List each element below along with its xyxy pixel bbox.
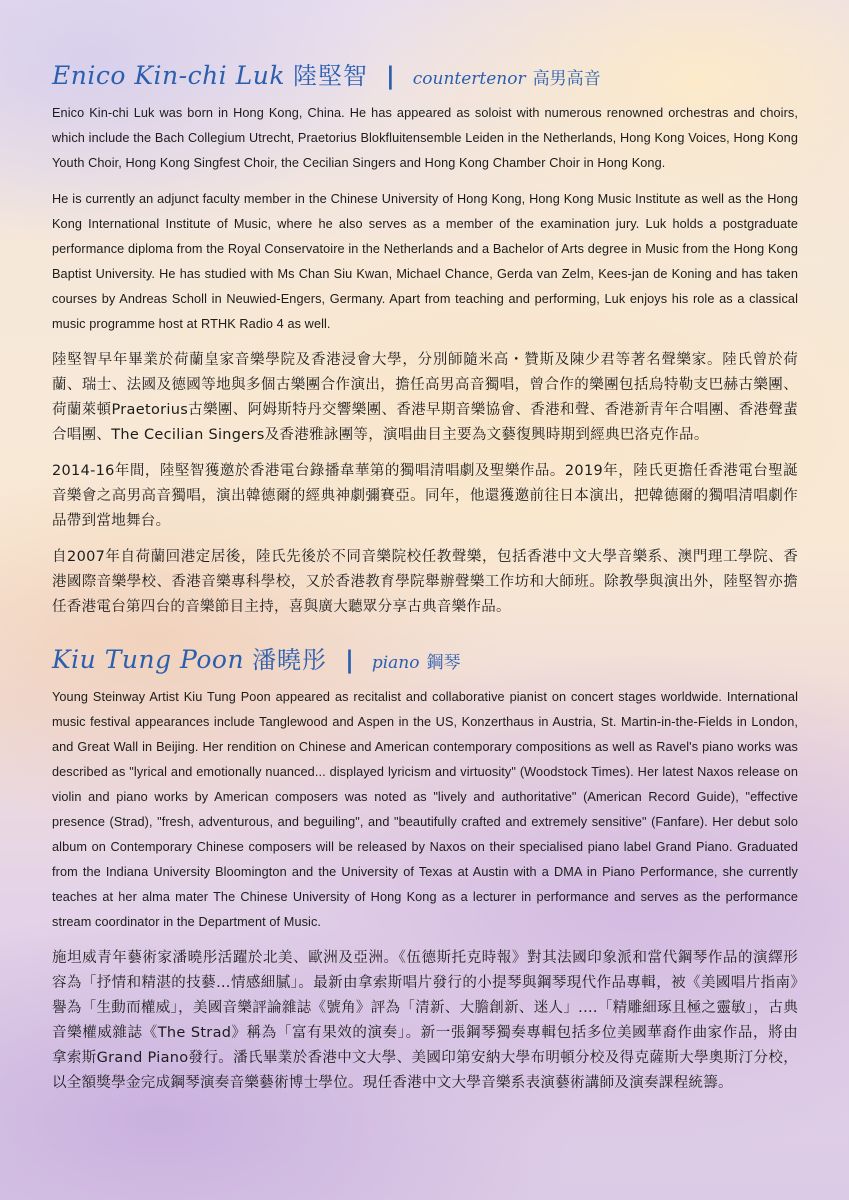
bio-paragraph-zh: 自2007年自荷蘭回港定居後，陸氏先後於不同音樂院校任教聲樂，包括香港中文大學音樂系、澳門理工學院、香港國際音樂學校、香港音樂專科學校，又於香港教育學院舉辦聲樂工作坊和大師班。除教學與演出外，陸堅智亦擔任香港電台第四台的音樂節目主持，喜與廣大聽眾分享古典音樂作品。 — [52, 549, 798, 615]
heading-separator: | — [385, 62, 395, 90]
bio-paragraph-zh: 施坦威青年藝術家潘曉彤活躍於北美、歐洲及亞洲。《伍德斯托克時報》對其法國印象派和當代鋼琴作品的演繹形容為「抒情和精湛的技藝…情感細膩」。最新由拿索斯唱片發行的小提琴與鋼琴現代作品專輯，被《美國唱片指南》譽為「生動而權威」，美國音樂評論雜誌《號角》評為「清新、大膽創新、迷人」....「精雕細琢且極之靈敏」，古典音樂權威雜誌《The Strad》稱為「富有果效的演奏」。新一張鋼琴獨奏專輯包括多位美國華裔作曲家作品，將由拿索斯Grand Piano發行。潘氏畢業於香港中文大學、美國印第安納大學布明頓分校及得克薩斯大學奧斯汀分校，以全額獎學金完成鋼琴演奏音樂藝術博士學位。現任香港中文大學音樂系表演藝術講師及演奏課程統籌。 — [52, 950, 798, 1091]
artist-name-en: Kiu Tung Poon — [52, 645, 245, 674]
heading-separator: | — [345, 646, 354, 674]
artist-role-en: piano — [371, 653, 420, 673]
artist-role-zh: 鋼琴 — [426, 653, 461, 673]
section-heading — [52, 56, 798, 91]
artist-role-zh: 高男高音 — [532, 69, 601, 89]
bio-paragraph-en: Young Steinway Artist Kiu Tung Poon appeared as recitalist and collaborative pianist on concert stages worldwide. International music festival appearances include Tanglewood and Aspen in the US, Konzerthaus in Austria, St. Martin-in-the-Fields in London, and Great Wall in Beijing. Her rendition on Chinese and American contemporary compositions as well as Ravel's piano works was described as "lyrical and emotionally nuanced... displayed lyricism and virtuosity" (Woodstock Times). Her latest Naxos release on violin and piano works by American composers was noted as "lively and authoritative" (American Record Guide), "effective presence (Strad), "fresh, adventurous, and beguiling", and "beautifully crafted and extremely sensitive" (Fanfare). Her debut solo album on Contemporary Chinese composers will be released by Naxos on their specialised piano label Grand Piano. Graduated from the Indiana University Bloomington and the University of Texas at Austin with a DMA in Piano Performance, she currently teaches at her alma mater The Chinese University of Hong Kong as a lecturer in performance and serves as the performance stream coordinator in the Department of Music. — [52, 690, 798, 929]
bio-paragraph-en: Enico Kin-chi Luk was born in Hong Kong, China. He has appeared as soloist with numerous renowned orchestras and choirs, which include the Bach Collegium Utrecht, Praetorius Blokfluitensemble Leiden in the Netherlands, Hong Kong Voices, Hong Kong Youth Choir, Hong Kong Singfest Choir, the Cecilian Singers and Hong Kong Chamber Choir in Hong Kong. — [52, 106, 798, 170]
bio-paragraph-zh: 2014-16年間，陸堅智獲邀於香港電台錄播韋華第的獨唱清唱劇及聖樂作品。2019年，陸氏更擔任香港電台聖誕音樂會之高男高音獨唱，演出韓德爾的經典神劇彌賽亞。同年，他還獲邀前往日本演出，把韓德爾的獨唱清唱劇作品帶到當地舞台。 — [52, 463, 798, 529]
artist-name-zh: 陸堅智 — [292, 62, 368, 90]
bio-paragraph-en: He is currently an adjunct faculty member in the Chinese University of Hong Kong, Hong Kong Music Institute as well as the Hong Kong International Institute of Music, where he also serves as a member of the examination jury. Luk holds a postgraduate performance diploma from the Royal Conservatoire in the Netherlands and a Bachelor of Arts degree in Music from the Hong Kong Baptist University. He has studied with Ms Chan Siu Kwan, Michael Chance, Gerda van Zelm, Kees-jan de Koning and has taken courses by Andreas Scholl in Neuwied-Engers, Germany. Apart from teaching and performing, Luk enjoys his role as a classical music programme host at RTHK Radio 4 as well. — [52, 192, 798, 331]
artist-name-zh: 潘曉彤 — [252, 646, 328, 674]
artist-name-en: Enico Kin-chi Luk — [52, 61, 285, 90]
bio-paragraph-zh: 陸堅智早年畢業於荷蘭皇家音樂學院及香港浸會大學，分別師隨米高・贊斯及陳少君等著名聲樂家。陸氏曾於荷蘭、瑞士、法國及德國等地與多個古樂團合作演出，擔任高男高音獨唱，曾合作的樂團包括烏特勒支巴赫古樂團、荷蘭萊頓Praetorius古樂團、阿姆斯特丹交響樂團、香港早期音樂協會、香港和聲、香港新青年合唱團、香港聲蜚合唱團、The Cecilian Singers及香港雅詠團等，演唱曲目主要為文藝復興時期到經典巴洛克作品。 — [52, 352, 798, 443]
biography-page — [52, 56, 798, 1107]
artist-role-en: countertenor — [412, 69, 526, 89]
bio-section-luk — [52, 56, 798, 620]
bio-section-poon — [52, 640, 798, 1096]
section-heading — [52, 640, 798, 675]
